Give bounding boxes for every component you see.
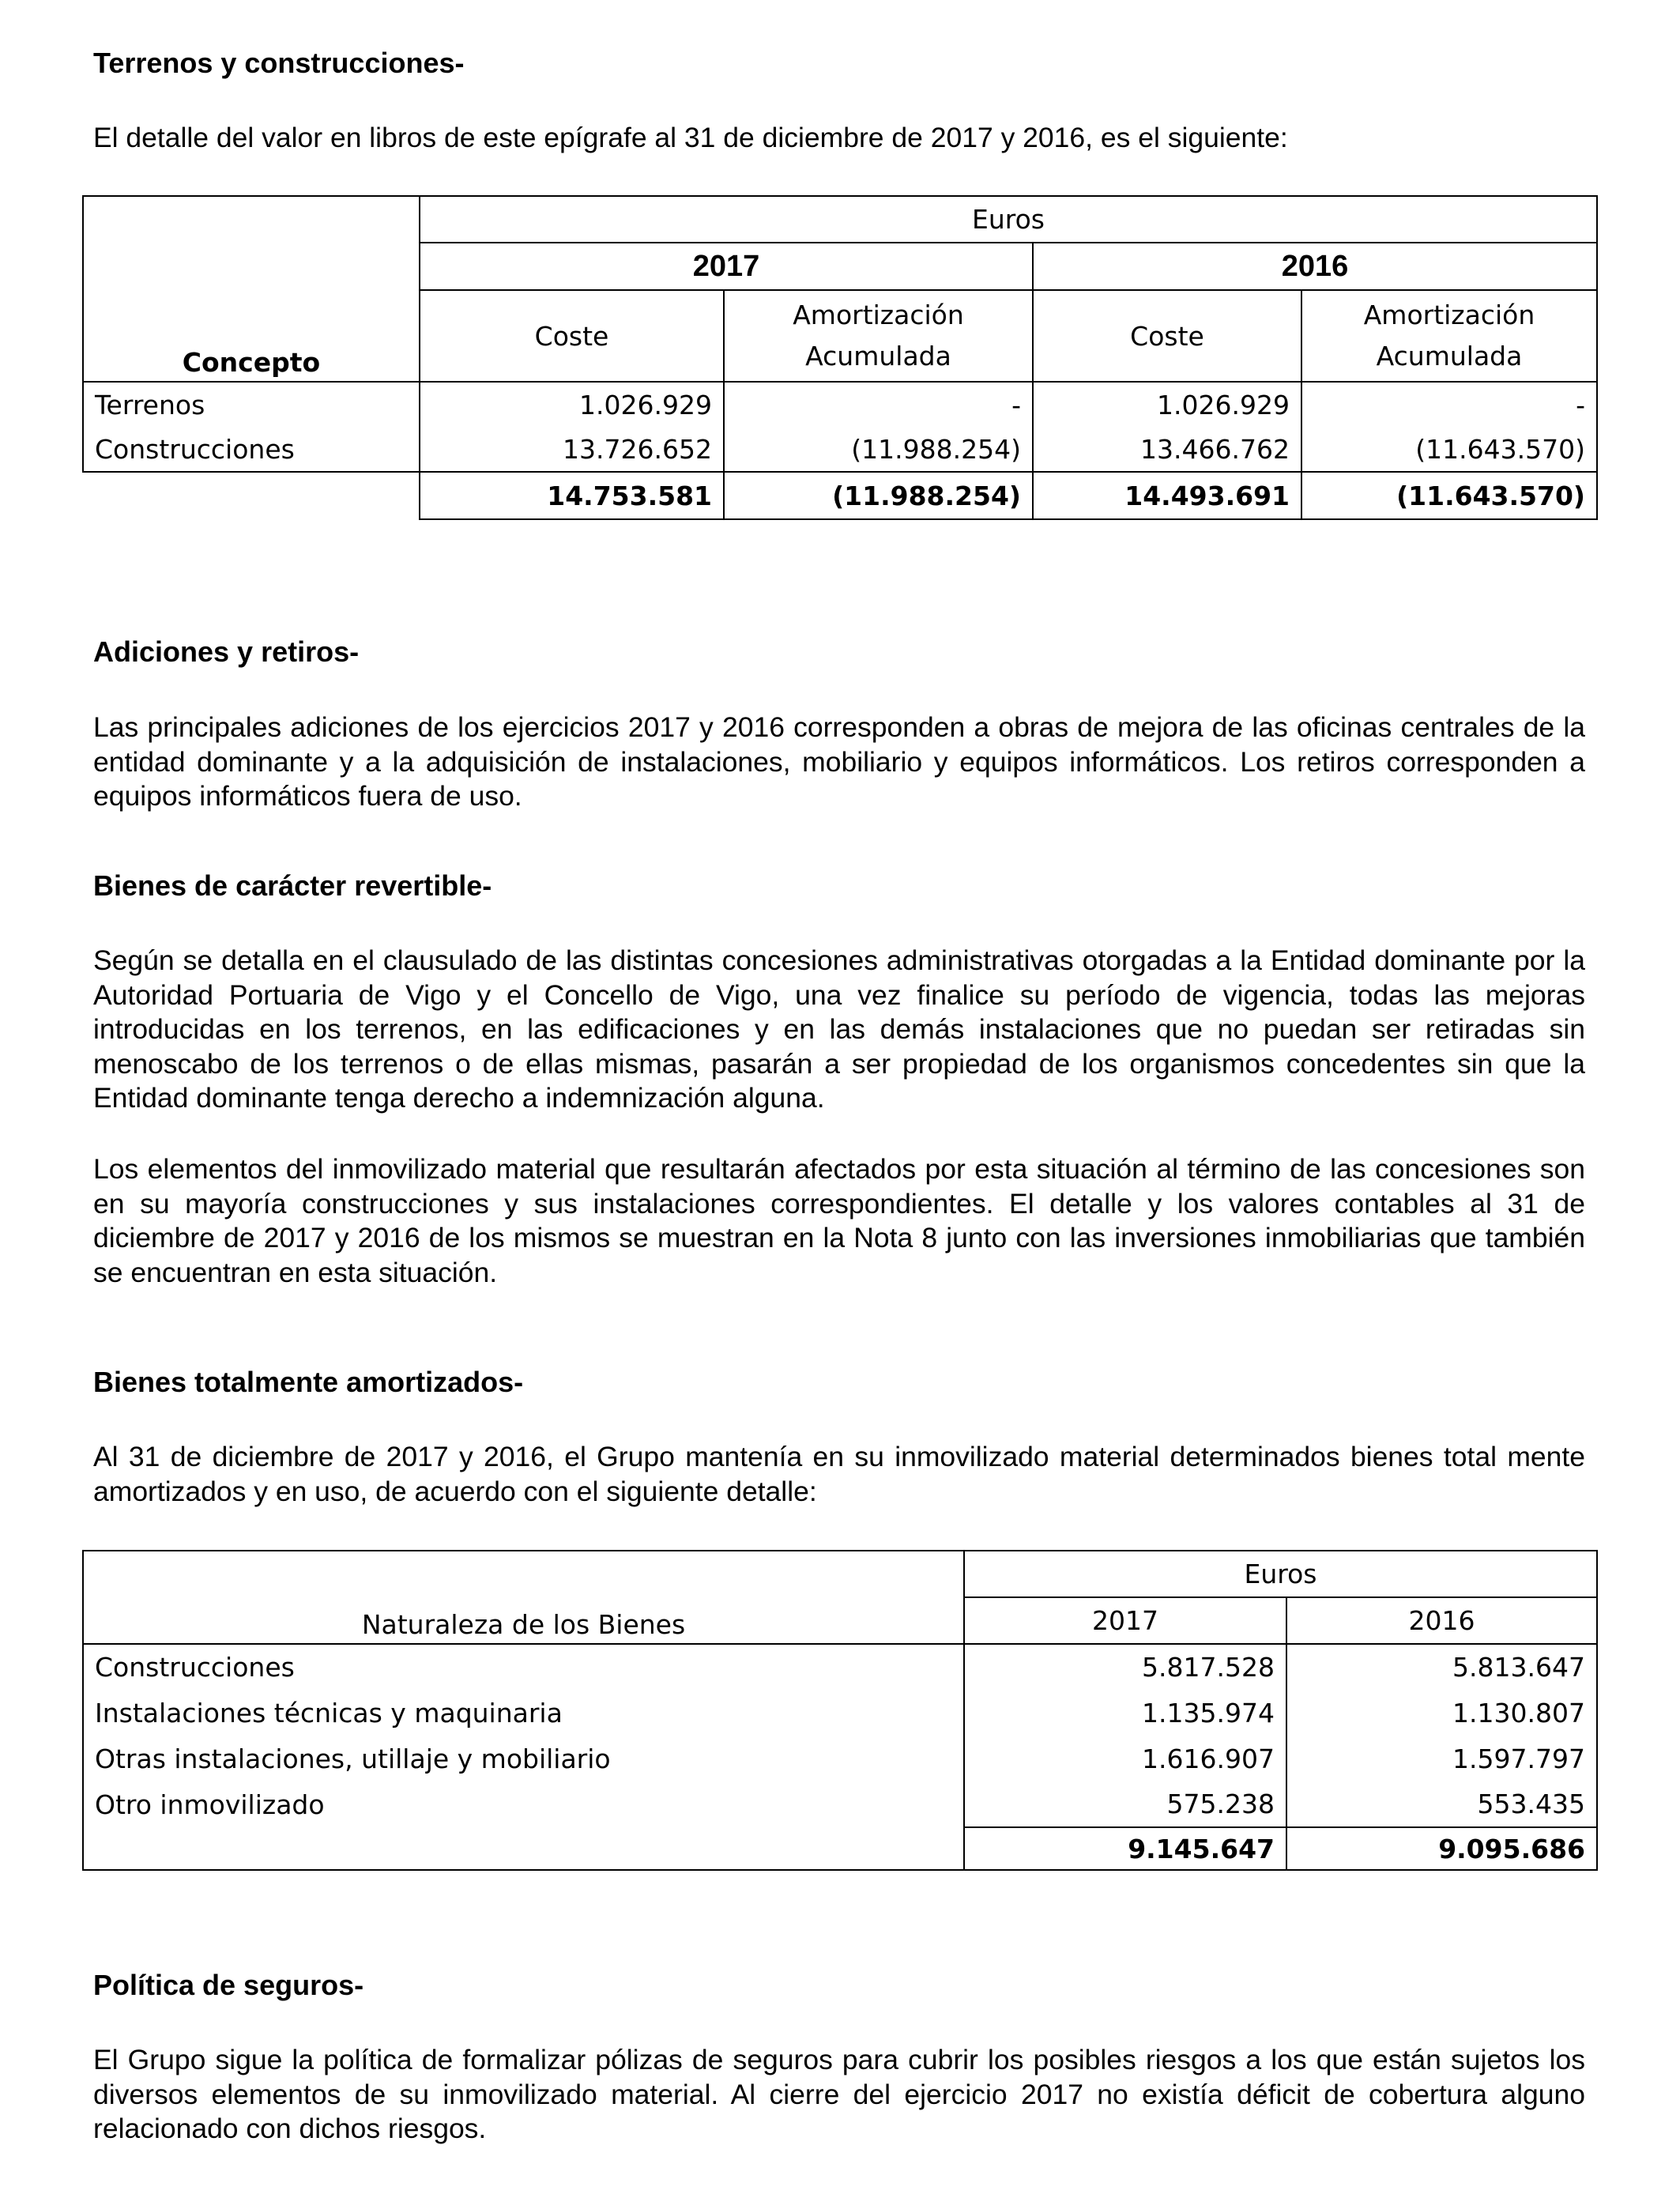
header-concepto: Concepto xyxy=(83,196,420,382)
heading-seguros: Política de seguros- xyxy=(93,1969,364,2001)
cell-value: 5.817.528 xyxy=(964,1644,1286,1690)
cell-value: 5.813.647 xyxy=(1286,1644,1597,1690)
row-label: Terrenos xyxy=(83,382,420,427)
cell-value: 1.616.907 xyxy=(964,1736,1286,1781)
cell-value: 553.435 xyxy=(1286,1781,1597,1827)
table-row xyxy=(83,1644,1597,1690)
header-year-2017: 2017 xyxy=(964,1597,1286,1644)
heading-terrenos: Terrenos y construcciones- xyxy=(93,47,465,79)
amort-line1: Amortización xyxy=(793,300,964,330)
total-value: (11.988.254) xyxy=(724,472,1033,519)
table-row xyxy=(83,1690,1597,1736)
paragraph-revertible-1: Según se detalla en el clausulado de las distintas concesiones administrativas otorgadas a la Entidad dominante por la Autoridad Portuaria de Vigo y el Concello de Vigo, una vez finalice su período de vigencia, todas las mejoras introducidas en los terrenos, en las edificaciones y en las demás instalaciones que no puedan ser retiradas sin menoscabo de los terrenos o de ellas mismas, pasarán a ser propiedad de los organismos concedentes sin que la Entidad dominante tenga derecho a indemnización alguna. xyxy=(93,944,1585,1114)
heading-amortizados: Bienes totalmente amortizados- xyxy=(93,1366,524,1398)
table-terrenos-construcciones xyxy=(82,195,1598,520)
header-amortizacion-2016 xyxy=(1301,290,1597,382)
row-label: Otro inmovilizado xyxy=(83,1781,964,1827)
header-euros: Euros xyxy=(420,196,1597,243)
total-value: (11.643.570) xyxy=(1301,472,1597,519)
total-value: 14.493.691 xyxy=(1033,472,1301,519)
row-label: Instalaciones técnicas y maquinaria xyxy=(83,1690,964,1736)
table-row xyxy=(83,382,1597,427)
amort-line2: Acumulada xyxy=(805,341,951,371)
total-spacer xyxy=(83,472,420,519)
table-bienes-amortizados xyxy=(82,1550,1598,1871)
cell-value: 13.726.652 xyxy=(420,427,724,472)
header-year-2017: 2017 xyxy=(420,243,1033,290)
cell-value: 1.130.807 xyxy=(1286,1690,1597,1736)
cell-value: (11.643.570) xyxy=(1301,427,1597,472)
header-year-2016: 2016 xyxy=(1286,1597,1597,1644)
row-label: Construcciones xyxy=(83,1644,964,1690)
cell-value: 13.466.762 xyxy=(1033,427,1301,472)
header-amortizacion-2017 xyxy=(724,290,1033,382)
cell-value: 575.238 xyxy=(964,1781,1286,1827)
cell-value: 1.135.974 xyxy=(964,1690,1286,1736)
table-total-row xyxy=(83,472,1597,519)
heading-adiciones: Adiciones y retiros- xyxy=(93,635,360,668)
amort-line1: Amortización xyxy=(1363,300,1535,330)
header-naturaleza: Naturaleza de los Bienes xyxy=(83,1551,964,1644)
header-euros: Euros xyxy=(964,1551,1597,1597)
row-label: Construcciones xyxy=(83,427,420,472)
amort-line2: Acumulada xyxy=(1376,341,1523,371)
cell-value: 1.026.929 xyxy=(420,382,724,427)
total-value: 14.753.581 xyxy=(420,472,724,519)
total-value: 9.095.686 xyxy=(1286,1827,1597,1870)
paragraph-revertible-2: Los elementos del inmovilizado material que resultarán afectados por esta situación al término de las concesiones son en su mayoría construcciones y sus instalaciones correspondientes. El detalle y los valores contables al 31 de diciembre de 2017 y 2016 de los mismos se muestran en la Nota 8 junto con las inversiones inmobiliarias que también se encuentran en esta situación. xyxy=(93,1153,1585,1288)
header-year-2016: 2016 xyxy=(1033,243,1597,290)
cell-value: 1.026.929 xyxy=(1033,382,1301,427)
header-coste-2016: Coste xyxy=(1033,290,1301,382)
table-row xyxy=(83,1736,1597,1781)
intro-terrenos: El detalle del valor en libros de este epígrafe al 31 de diciembre de 2017 y 2016, es el siguiente: xyxy=(93,122,1288,153)
total-spacer xyxy=(83,1827,964,1870)
table-row xyxy=(83,427,1597,472)
paragraph-adiciones: Las principales adiciones de los ejercicios 2017 y 2016 corresponden a obras de mejora de las oficinas centrales de la entidad dominante y a la adquisición de instalaciones, mobiliario y equipos informáticos. Los retiros corresponden a equipos informáticos fuera de uso. xyxy=(93,711,1585,812)
table-total-row xyxy=(83,1827,1597,1870)
row-label: Otras instalaciones, utillaje y mobiliario xyxy=(83,1736,964,1781)
cell-value: (11.988.254) xyxy=(724,427,1033,472)
cell-value: - xyxy=(1301,382,1597,427)
total-value: 9.145.647 xyxy=(964,1827,1286,1870)
table-row xyxy=(83,1781,1597,1827)
cell-value: 1.597.797 xyxy=(1286,1736,1597,1781)
cell-value: - xyxy=(724,382,1033,427)
paragraph-seguros: El Grupo sigue la política de formalizar pólizas de seguros para cubrir los posibles riesgos a los que están sujetos los diversos elementos de su inmovilizado material. Al cierre del ejercicio 2017 no existía déficit de cobertura alguno relacionado con dichos riesgos. xyxy=(93,2044,1585,2144)
heading-revertible: Bienes de carácter revertible- xyxy=(93,869,492,902)
header-coste-2017: Coste xyxy=(420,290,724,382)
paragraph-amortizados: Al 31 de diciembre de 2017 y 2016, el Grupo mantenía en su inmovilizado material determinados bienes total mente amortizados y en uso, de acuerdo con el siguiente detalle: xyxy=(93,1441,1585,1507)
